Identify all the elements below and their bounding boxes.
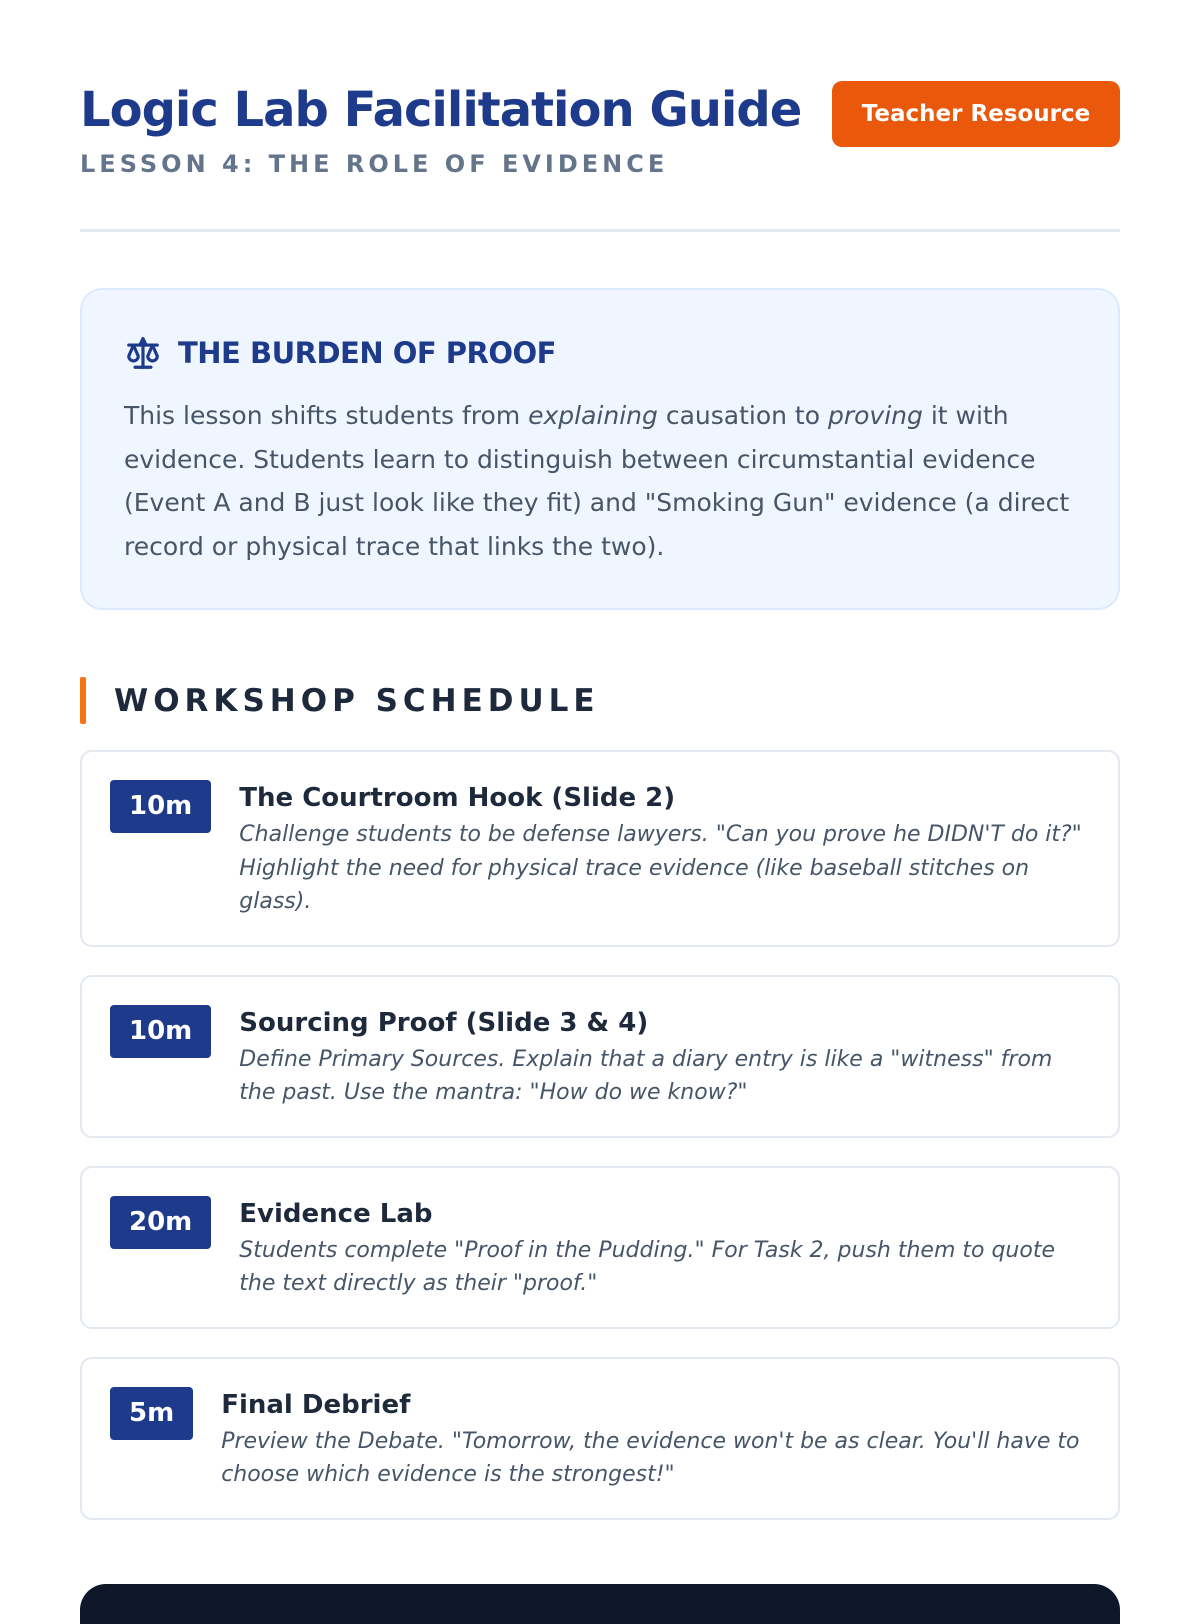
duration-badge: 10m [110, 1005, 211, 1058]
scales-icon [124, 334, 162, 372]
schedule-item-body [239, 1194, 1090, 1301]
burden-of-proof-panel [80, 288, 1120, 610]
workshop-schedule-heading [80, 677, 600, 724]
emphasis-proving: proving [827, 401, 923, 430]
schedule-item [80, 1166, 1120, 1329]
emphasis-explaining: explaining [528, 401, 658, 430]
page-header [80, 0, 1120, 232]
schedule-item-description: Preview the Debate. "Tomorrow, the evidence won't be as clear. You'll have to choose which evidence is the strongest!" [221, 1428, 1080, 1487]
schedule-item-body [239, 1003, 1090, 1110]
lesson-subtitle: LESSON 4: THE ROLE OF EVIDENCE [80, 150, 669, 178]
schedule-item-description: Define Primary Sources. Explain that a diary entry is like a "witness" from the past. Use the mantra: "How do we know?" [239, 1046, 1053, 1105]
schedule-item-title: Final Debrief [221, 1389, 411, 1420]
burden-description: This lesson shifts students from explaining causation to proving it with evidence. Students learn to distinguish between circumstantial evidence (Event A and B just look like they fit) and "Smoking Gun" evidence (a direct record or physical trace that links the two). [124, 401, 1070, 561]
page-title: Logic Lab Facilitation Guide [80, 82, 802, 138]
schedule-item-description: Challenge students to be defense lawyers. "Can you prove he DIDN'T do it?" Highlight the need for physical trace evidence (like baseball stitches on glass). [239, 822, 1082, 914]
section-accent-bar [80, 677, 86, 724]
section-title: WORKSHOP SCHEDULE [114, 682, 600, 719]
teacher-resource-badge[interactable]: Teacher Resource [832, 81, 1120, 147]
schedule-item [80, 975, 1120, 1138]
schedule-item-title: The Courtroom Hook (Slide 2) [239, 783, 676, 813]
duration-badge: 20m [110, 1196, 211, 1249]
schedule-item-body [239, 778, 1090, 919]
burden-title: THE BURDEN OF PROOF [178, 336, 556, 370]
schedule-list [80, 750, 1120, 1548]
burden-heading [124, 330, 1076, 376]
schedule-item-body [221, 1385, 1090, 1492]
schedule-item-description: Students complete "Proof in the Pudding." For Task 2, push them to quote the text directly as their "proof." [239, 1237, 1055, 1296]
page [80, 0, 1120, 1487]
schedule-item-title: Evidence Lab [239, 1198, 433, 1229]
schedule-item [80, 750, 1120, 947]
duration-badge: 10m [110, 780, 211, 833]
footer-bar [80, 1584, 1120, 1624]
schedule-item-title: Sourcing Proof (Slide 3 & 4) [239, 1007, 649, 1038]
schedule-item [80, 1357, 1120, 1520]
duration-badge: 5m [110, 1387, 193, 1440]
